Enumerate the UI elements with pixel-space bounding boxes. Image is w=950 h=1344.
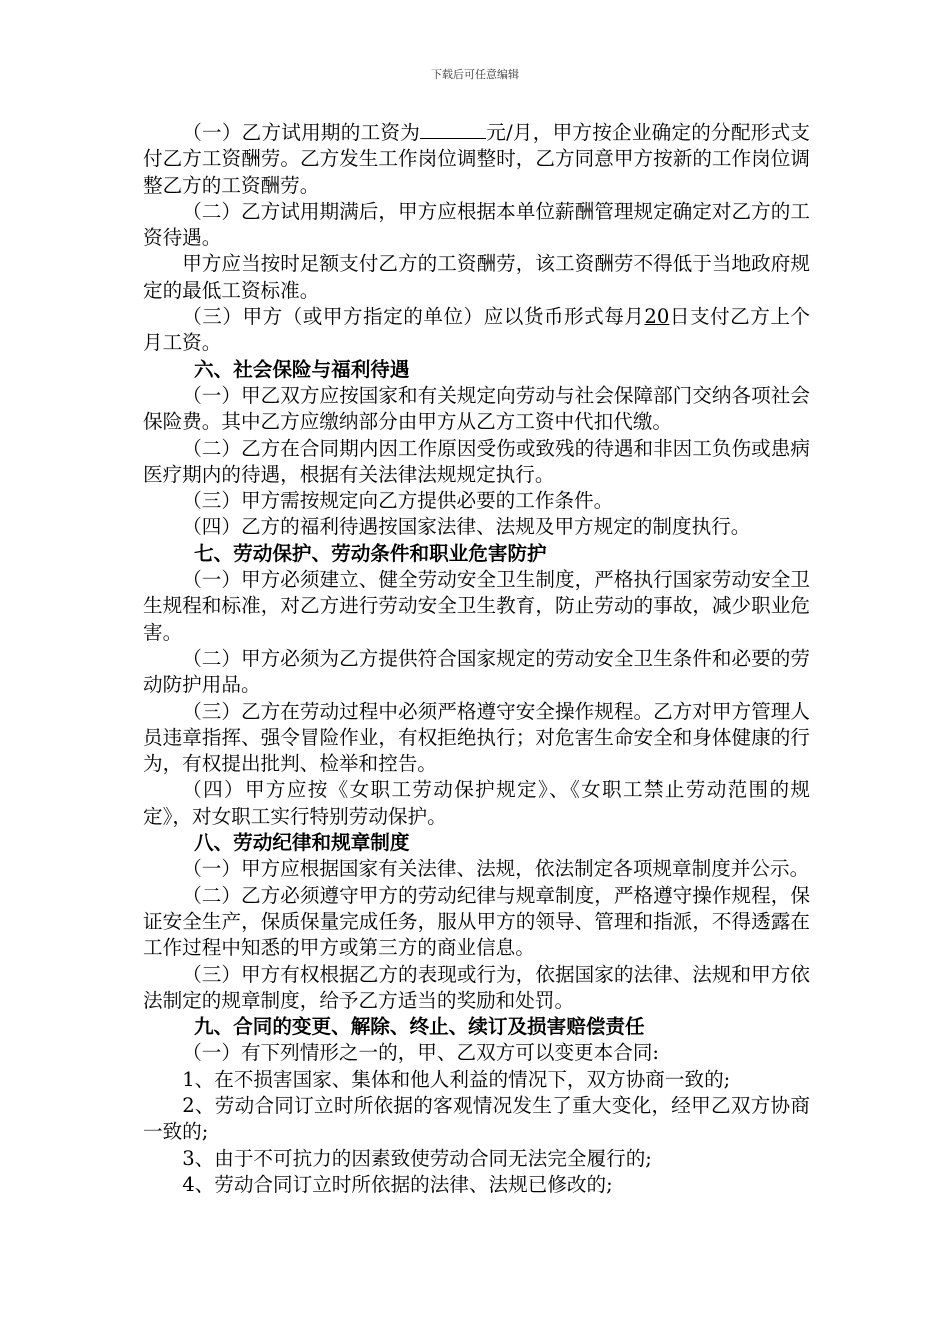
probation-salary-text-end: 元/月，甲方按企业确定的分配形式支付乙方工资酬劳。乙方发生工作岗位调整时，乙方同意甲方按新的工作岗位调整乙方的工资酬劳。 (143, 121, 811, 197)
page-header: 下载后可任意编辑 (431, 68, 519, 81)
section-7-item-2: （二）甲方必须为乙方提供符合国家规定的劳动安全卫生条件和必要的劳动防护用品。 (143, 646, 810, 697)
section-6-item-1: （一）甲乙双方应按国家和有关规定向劳动与社会保障部门交纳各项社会保险费。其中乙方应缴纳部分由甲方从乙方工资中代扣代缴。 (143, 383, 810, 434)
pay-day-value: 20 (644, 305, 670, 329)
section-9-list-item-3: 3、由于不可抗力的因素致使劳动合同无法完全履行的; (182, 1146, 652, 1170)
section-7-item-1: （一）甲方必须建立、健全劳动安全卫生制度，严格执行国家劳动安全卫生规程和标准，对乙方进行劳动安全卫生教育，防止劳动的事故，减少职业危害。 (143, 568, 810, 644)
paragraph-probation-salary (143, 120, 810, 199)
paragraph-minimum-wage: 甲方应当按时足额支付乙方的工资酬劳，该工资酬劳不得低于当地政府规定的最低工资标准。 (143, 252, 810, 302)
section-9-list-item-4: 4、劳动合同订立时所依据的法律、法规已修改的; (182, 1172, 613, 1196)
section-7-item-3: （三）乙方在劳动过程中必须严格遵守安全操作规程。乙方对甲方管理人员违章指挥、强令冒险作业，有权拒绝执行；对危害生命安全和身体健康的行为，有权提出批判、检举和控告。 (143, 699, 810, 776)
section-heading-6: 六、社会保险与福利待遇 (193, 357, 410, 381)
section-9-item-1: （一）有下列情形之一的，甲、乙双方可以变更本合同: (182, 1041, 660, 1065)
section-7-item-4: （四）甲方应按《女职工劳动保护规定》、《女职工禁止劳动范围的规定》，对女职工实行特别劳动保护。 (143, 778, 810, 828)
section-heading-8: 八、劳动纪律和规章制度 (193, 831, 410, 855)
salary-blank-field (420, 120, 486, 139)
section-heading-7: 七、劳动保护、劳动条件和职业危害防护 (193, 541, 547, 565)
probation-salary-text-start: （一）乙方试用期的工资为 (182, 121, 421, 144)
section-6-item-2: （二）乙方在合同期内因工作原因受伤或致残的待遇和非因工负伤或患病医疗期内的待遇，根据有关法律法规规定执行。 (143, 436, 810, 486)
section-8-item-1: （一）甲方应根据国家有关法律、法规，依法制定各项规章制度并公示。 (182, 857, 810, 881)
paragraph-pay-date (143, 304, 810, 357)
document-body (143, 120, 810, 1198)
section-8-item-2: （二）乙方必须遵守甲方的劳动纪律与规章制度，严格遵守操作规程，保证安全生产，保质保量完成任务，服从甲方的领导、管理和指派，不得透露在工作过程中知悉的甲方或第三方的商业信息。 (143, 883, 810, 960)
section-9-list-item-2: 2、劳动合同订立时所依据的客观情况发生了重大变化，经甲乙双方协商一致的; (143, 1093, 810, 1144)
section-9-list-item-1: 1、在不损害国家、集体和他人利益的情况下，双方协商一致的; (182, 1067, 731, 1091)
section-heading-9: 九、合同的变更、解除、终止、续订及损害赔偿责任 (193, 1015, 645, 1039)
paragraph-post-probation-salary: （二）乙方试用期满后，甲方应根据本单位薪酬管理规定确定对乙方的工资待遇。 (143, 199, 810, 250)
section-8-item-3: （三）甲方有权根据乙方的表现或行为，依据国家的法律、法规和甲方依法制定的规章制度，给予乙方适当的奖励和处罚。 (143, 962, 810, 1012)
pay-date-text-end: 日支付乙方上个月工资。 (143, 305, 811, 355)
section-6-item-4: （四）乙方的福利待遇按国家法律、法规及甲方规定的制度执行。 (182, 515, 751, 539)
pay-date-text-start: （三）甲方（或甲方指定的单位）应以货币形式每月 (182, 305, 645, 329)
section-6-item-3: （三）甲方需按规定向乙方提供必要的工作条件。 (182, 489, 614, 513)
